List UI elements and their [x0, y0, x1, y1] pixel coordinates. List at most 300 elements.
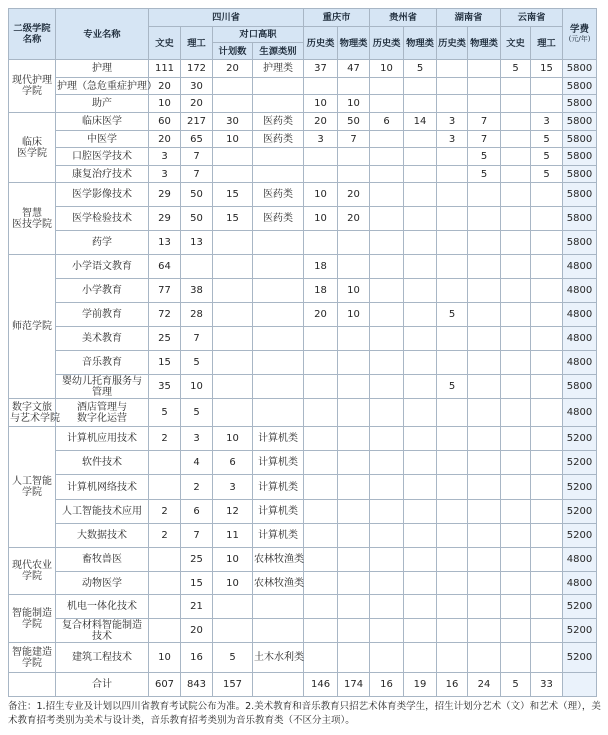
yunnan-ligong-cell: [531, 231, 563, 255]
hunan-history-cell: [437, 207, 468, 231]
tuition-cell: 4800: [563, 255, 597, 279]
major-name-cell: 康复治疗技术: [56, 166, 149, 183]
hunan-history-cell: [437, 60, 468, 78]
chongqing-history-cell: 37: [304, 60, 338, 78]
sichuan-ligong-cell: 16: [181, 643, 213, 673]
guizhou-physics-cell: [404, 427, 437, 451]
guizhou-history-cell: [370, 255, 404, 279]
chongqing-history-cell: 18: [304, 279, 338, 303]
hunan-history-cell: [437, 279, 468, 303]
guizhou-physics-cell: [404, 255, 437, 279]
table-row: [9, 95, 597, 113]
yunnan-ligong-cell: 5: [531, 148, 563, 166]
major-name-cell: 助产: [56, 95, 149, 113]
tuition-cell: 5200: [563, 475, 597, 500]
sichuan-ligong-cell: 217: [181, 113, 213, 131]
sichuan-plan-count-cell: 30: [213, 113, 253, 131]
chongqing-physics-cell: [338, 451, 370, 475]
sichuan-source-category-cell: [253, 303, 304, 327]
sichuan-plan-count-cell: 10: [213, 572, 253, 595]
sichuan-plan-count-cell: [213, 303, 253, 327]
yunnan-wenshi-cell: [501, 231, 531, 255]
major-name-cell: 大数据技术: [56, 524, 149, 548]
guizhou-history-cell: [370, 131, 404, 148]
hunan-physics-cell: [468, 643, 501, 673]
province-header-guizhou: 贵州省: [370, 9, 437, 27]
guizhou-history-cell: [370, 475, 404, 500]
hunan-history-cell: [437, 619, 468, 643]
total-row: [9, 673, 597, 697]
hunan-history-cell: [437, 524, 468, 548]
sichuan-wenshi-cell: 2: [149, 524, 181, 548]
yunnan-wenshi-cell: [501, 207, 531, 231]
guizhou-physics-header: 物理类: [404, 27, 437, 60]
yunnan-wenshi-cell: [501, 572, 531, 595]
sichuan-wenshi-header: 文史: [149, 27, 181, 60]
major-name-cell: 临床医学: [56, 113, 149, 131]
tuition-cell: 5800: [563, 148, 597, 166]
guizhou-history-cell: [370, 375, 404, 399]
sichuan-ligong-header: 理工: [181, 27, 213, 60]
yunnan-ligong-cell: [531, 95, 563, 113]
total-college-cell: [9, 673, 56, 697]
hunan-history-cell: [437, 183, 468, 207]
total-hunan-history-cell: 16: [437, 673, 468, 697]
sichuan-plan-count-cell: [213, 375, 253, 399]
sichuan-wenshi-cell: 2: [149, 427, 181, 451]
major-name-cell: 畜牧兽医: [56, 548, 149, 572]
tuition-cell: 5200: [563, 524, 597, 548]
sichuan-ligong-cell: 10: [181, 375, 213, 399]
chongqing-history-cell: 10: [304, 95, 338, 113]
sichuan-plan-count-cell: [213, 327, 253, 351]
major-name-cell: 药学: [56, 231, 149, 255]
chongqing-history-cell: [304, 351, 338, 375]
table-row: [9, 595, 597, 619]
hunan-physics-cell: [468, 303, 501, 327]
sichuan-ligong-cell: 28: [181, 303, 213, 327]
college-name-cell: 现代农业 学院: [9, 548, 56, 595]
yunnan-wenshi-cell: [501, 131, 531, 148]
college-column-header: 二级学院 名称: [9, 9, 56, 60]
tuition-cell: 5200: [563, 500, 597, 524]
hunan-history-cell: [437, 399, 468, 427]
sichuan-wenshi-cell: 77: [149, 279, 181, 303]
hunan-history-cell: 5: [437, 303, 468, 327]
guizhou-history-cell: [370, 451, 404, 475]
hunan-physics-cell: [468, 572, 501, 595]
sichuan-plan-count-cell: 10: [213, 131, 253, 148]
sichuan-source-category-cell: [253, 375, 304, 399]
tuition-cell: 5200: [563, 451, 597, 475]
guizhou-history-header: 历史类: [370, 27, 404, 60]
tuition-cell: 5800: [563, 166, 597, 183]
sichuan-ligong-cell: 2: [181, 475, 213, 500]
sichuan-source-category-cell: [253, 595, 304, 619]
table-row: [9, 131, 597, 148]
major-name-cell: 软件技术: [56, 451, 149, 475]
college-name-cell: 数字文旅 与艺术学院: [9, 399, 56, 427]
college-name-cell: 人工智能 学院: [9, 427, 56, 548]
sichuan-wenshi-cell: [149, 475, 181, 500]
major-name-cell: 中医学: [56, 131, 149, 148]
college-name-cell: 智能建造 学院: [9, 643, 56, 673]
yunnan-ligong-cell: [531, 207, 563, 231]
guizhou-physics-cell: [404, 303, 437, 327]
hunan-physics-cell: 7: [468, 131, 501, 148]
table-row: [9, 78, 597, 95]
chongqing-history-cell: [304, 595, 338, 619]
total-yunnan-wenshi-cell: 5: [501, 673, 531, 697]
sichuan-plan-count-cell: 6: [213, 451, 253, 475]
sichuan-source-category-header: 生源类别: [253, 43, 304, 60]
table-row: [9, 548, 597, 572]
chongqing-history-cell: [304, 548, 338, 572]
guizhou-physics-cell: [404, 78, 437, 95]
yunnan-wenshi-cell: [501, 113, 531, 131]
sichuan-plan-count-cell: 5: [213, 643, 253, 673]
sichuan-wenshi-cell: 29: [149, 183, 181, 207]
table-row: [9, 255, 597, 279]
sichuan-wenshi-cell: [149, 619, 181, 643]
tuition-cell: 4800: [563, 303, 597, 327]
chongqing-physics-cell: 10: [338, 303, 370, 327]
hunan-physics-header: 物理类: [468, 27, 501, 60]
guizhou-physics-cell: [404, 95, 437, 113]
table-row: [9, 60, 597, 78]
sichuan-ligong-cell: 172: [181, 60, 213, 78]
yunnan-wenshi-cell: [501, 255, 531, 279]
guizhou-physics-cell: [404, 231, 437, 255]
sichuan-wenshi-cell: 3: [149, 148, 181, 166]
tuition-cell: 5800: [563, 95, 597, 113]
major-name-cell: 医学检验技术: [56, 207, 149, 231]
table-row: [9, 572, 597, 595]
major-name-cell: 护理（急危重症护理）: [56, 78, 149, 95]
yunnan-ligong-cell: [531, 475, 563, 500]
college-name-cell: 智慧 医技学院: [9, 183, 56, 255]
sichuan-vocational-header: 对口高职: [213, 27, 304, 43]
tuition-unit: (元/年): [568, 35, 591, 43]
tuition-label: 学费: [570, 24, 590, 35]
yunnan-wenshi-cell: [501, 78, 531, 95]
sichuan-plan-count-cell: [213, 95, 253, 113]
sichuan-plan-count-cell: 12: [213, 500, 253, 524]
table-row: [9, 113, 597, 131]
sichuan-source-category-cell: [253, 351, 304, 375]
tuition-cell: 5800: [563, 207, 597, 231]
sichuan-ligong-cell: 15: [181, 572, 213, 595]
sichuan-ligong-cell: [181, 255, 213, 279]
table-row: [9, 475, 597, 500]
guizhou-physics-cell: 5: [404, 60, 437, 78]
total-chongqing-history-cell: 146: [304, 673, 338, 697]
guizhou-history-cell: [370, 619, 404, 643]
chongqing-physics-cell: [338, 548, 370, 572]
chongqing-history-cell: 18: [304, 255, 338, 279]
tuition-cell: 4800: [563, 572, 597, 595]
hunan-history-cell: 3: [437, 113, 468, 131]
guizhou-physics-cell: [404, 148, 437, 166]
sichuan-ligong-cell: 7: [181, 524, 213, 548]
chongqing-history-cell: [304, 524, 338, 548]
sichuan-plan-count-cell: [213, 351, 253, 375]
major-column-header: 专业名称: [56, 9, 149, 60]
major-name-cell: 美术教育: [56, 327, 149, 351]
chongqing-physics-cell: 47: [338, 60, 370, 78]
sichuan-ligong-cell: 20: [181, 619, 213, 643]
table-row: [9, 427, 597, 451]
sichuan-plan-count-cell: [213, 231, 253, 255]
college-name-cell: 智能制造 学院: [9, 595, 56, 643]
yunnan-wenshi-cell: [501, 548, 531, 572]
tuition-column-header: [563, 9, 597, 60]
sichuan-plan-count-header: 计划数: [213, 43, 253, 60]
yunnan-ligong-cell: [531, 643, 563, 673]
hunan-history-cell: [437, 95, 468, 113]
tuition-cell: 5800: [563, 183, 597, 207]
yunnan-ligong-cell: [531, 500, 563, 524]
sichuan-wenshi-cell: 72: [149, 303, 181, 327]
sichuan-ligong-cell: 38: [181, 279, 213, 303]
total-sichuan-ligong-cell: 843: [181, 673, 213, 697]
sichuan-wenshi-cell: [149, 548, 181, 572]
sichuan-source-category-cell: [253, 166, 304, 183]
sichuan-wenshi-cell: 10: [149, 643, 181, 673]
tuition-cell: 5200: [563, 595, 597, 619]
yunnan-ligong-cell: [531, 427, 563, 451]
province-header-hunan: 湖南省: [437, 9, 501, 27]
tuition-cell: 4800: [563, 548, 597, 572]
sichuan-wenshi-cell: 20: [149, 131, 181, 148]
tuition-cell: 4800: [563, 351, 597, 375]
yunnan-ligong-cell: [531, 327, 563, 351]
hunan-history-cell: [437, 500, 468, 524]
major-name-cell: 医学影像技术: [56, 183, 149, 207]
hunan-physics-cell: [468, 95, 501, 113]
guizhou-history-cell: [370, 148, 404, 166]
yunnan-ligong-cell: [531, 375, 563, 399]
sichuan-source-category-cell: 医药类: [253, 113, 304, 131]
chongqing-physics-cell: [338, 351, 370, 375]
yunnan-wenshi-cell: [501, 183, 531, 207]
total-guizhou-history-cell: 16: [370, 673, 404, 697]
yunnan-ligong-cell: [531, 524, 563, 548]
guizhou-physics-cell: [404, 619, 437, 643]
chongqing-history-cell: [304, 427, 338, 451]
hunan-history-cell: [437, 255, 468, 279]
guizhou-history-cell: [370, 166, 404, 183]
chongqing-history-cell: [304, 399, 338, 427]
major-name-cell: 护理: [56, 60, 149, 78]
chongqing-physics-cell: [338, 399, 370, 427]
guizhou-physics-cell: 14: [404, 113, 437, 131]
sichuan-source-category-cell: 农林牧渔类: [253, 548, 304, 572]
yunnan-ligong-cell: [531, 303, 563, 327]
table-row: [9, 231, 597, 255]
guizhou-history-cell: [370, 643, 404, 673]
total-label: 合计: [56, 673, 149, 697]
yunnan-wenshi-cell: 5: [501, 60, 531, 78]
sichuan-source-category-cell: 计算机类: [253, 500, 304, 524]
tuition-cell: 5800: [563, 113, 597, 131]
sichuan-plan-count-cell: [213, 595, 253, 619]
footnote: 备注：1.招生专业及计划以四川省教育考试院公布为准。2.美术教育和音乐教育只招艺术体育类学生，招生计划分艺术（文）和艺术（理），美术教育招考类别为美术与设计类，音乐教育招考类别为音乐教育类（不区分主项）。: [8, 701, 601, 726]
hunan-history-cell: [437, 351, 468, 375]
chongqing-history-cell: [304, 231, 338, 255]
hunan-history-cell: 3: [437, 131, 468, 148]
sichuan-ligong-cell: 7: [181, 327, 213, 351]
chongqing-physics-cell: [338, 166, 370, 183]
chongqing-history-cell: 10: [304, 207, 338, 231]
sichuan-source-category-cell: 护理类: [253, 60, 304, 78]
sichuan-ligong-cell: 7: [181, 166, 213, 183]
chongqing-physics-cell: [338, 619, 370, 643]
yunnan-wenshi-cell: [501, 643, 531, 673]
table-row: [9, 524, 597, 548]
tuition-cell: 5800: [563, 375, 597, 399]
sichuan-ligong-cell: 7: [181, 148, 213, 166]
guizhou-history-cell: 6: [370, 113, 404, 131]
sichuan-source-category-cell: [253, 327, 304, 351]
major-name-cell: 口腔医学技术: [56, 148, 149, 166]
chongqing-history-cell: [304, 148, 338, 166]
yunnan-wenshi-cell: [501, 375, 531, 399]
guizhou-history-cell: [370, 500, 404, 524]
chongqing-history-cell: 20: [304, 113, 338, 131]
yunnan-ligong-cell: [531, 572, 563, 595]
sichuan-plan-count-cell: [213, 399, 253, 427]
chongqing-physics-cell: 7: [338, 131, 370, 148]
hunan-physics-cell: [468, 351, 501, 375]
guizhou-physics-cell: [404, 572, 437, 595]
hunan-physics-cell: [468, 78, 501, 95]
chongqing-history-cell: 3: [304, 131, 338, 148]
major-name-cell: 小学教育: [56, 279, 149, 303]
guizhou-physics-cell: [404, 166, 437, 183]
guizhou-history-cell: [370, 303, 404, 327]
sichuan-wenshi-cell: 111: [149, 60, 181, 78]
tuition-cell: 5800: [563, 131, 597, 148]
major-name-cell: 建筑工程技术: [56, 643, 149, 673]
guizhou-physics-cell: [404, 548, 437, 572]
sichuan-ligong-cell: 5: [181, 399, 213, 427]
chongqing-physics-cell: [338, 524, 370, 548]
hunan-history-cell: [437, 572, 468, 595]
yunnan-ligong-cell: [531, 595, 563, 619]
college-name-cell: 临床 医学院: [9, 113, 56, 183]
yunnan-ligong-cell: 3: [531, 113, 563, 131]
tuition-cell: 4800: [563, 399, 597, 427]
sichuan-plan-count-cell: 10: [213, 427, 253, 451]
chongqing-physics-cell: [338, 595, 370, 619]
sichuan-plan-count-cell: [213, 279, 253, 303]
chongqing-history-cell: [304, 166, 338, 183]
hunan-history-cell: 5: [437, 375, 468, 399]
table-row: [9, 279, 597, 303]
guizhou-history-cell: [370, 351, 404, 375]
sichuan-source-category-cell: 农林牧渔类: [253, 572, 304, 595]
hunan-physics-cell: [468, 375, 501, 399]
yunnan-ligong-cell: [531, 351, 563, 375]
sichuan-ligong-cell: 4: [181, 451, 213, 475]
chongqing-physics-cell: [338, 572, 370, 595]
major-name-cell: 机电一体化技术: [56, 595, 149, 619]
table-row: [9, 148, 597, 166]
yunnan-ligong-cell: 5: [531, 166, 563, 183]
total-sichuan-wenshi-cell: 607: [149, 673, 181, 697]
hunan-physics-cell: [468, 255, 501, 279]
yunnan-wenshi-cell: [501, 475, 531, 500]
total-sichuan-source-category-cell: [253, 673, 304, 697]
guizhou-history-cell: [370, 595, 404, 619]
guizhou-history-cell: [370, 78, 404, 95]
guizhou-history-cell: [370, 183, 404, 207]
chongqing-physics-cell: [338, 327, 370, 351]
major-name-cell: 音乐教育: [56, 351, 149, 375]
yunnan-ligong-cell: [531, 255, 563, 279]
guizhou-physics-cell: [404, 183, 437, 207]
yunnan-wenshi-cell: [501, 524, 531, 548]
sichuan-plan-count-cell: 15: [213, 207, 253, 231]
hunan-physics-cell: [468, 451, 501, 475]
table-row: [9, 619, 597, 643]
tuition-cell: 5800: [563, 60, 597, 78]
table-row: [9, 375, 597, 399]
guizhou-physics-cell: [404, 279, 437, 303]
chongqing-history-cell: [304, 572, 338, 595]
chongqing-history-cell: 20: [304, 303, 338, 327]
table-row: [9, 327, 597, 351]
sichuan-source-category-cell: [253, 399, 304, 427]
yunnan-wenshi-cell: [501, 327, 531, 351]
sichuan-wenshi-cell: 35: [149, 375, 181, 399]
sichuan-source-category-cell: [253, 148, 304, 166]
guizhou-history-cell: 10: [370, 60, 404, 78]
yunnan-wenshi-cell: [501, 451, 531, 475]
sichuan-ligong-cell: 6: [181, 500, 213, 524]
sichuan-source-category-cell: [253, 619, 304, 643]
hunan-physics-cell: [468, 327, 501, 351]
sichuan-wenshi-cell: 2: [149, 500, 181, 524]
yunnan-wenshi-cell: [501, 399, 531, 427]
table-row: [9, 643, 597, 673]
tuition-cell: 5200: [563, 643, 597, 673]
total-hunan-physics-cell: 24: [468, 673, 501, 697]
yunnan-ligong-cell: [531, 399, 563, 427]
hunan-physics-cell: [468, 619, 501, 643]
chongqing-physics-cell: [338, 255, 370, 279]
province-header-yunnan: 云南省: [501, 9, 563, 27]
hunan-physics-cell: 5: [468, 148, 501, 166]
sichuan-wenshi-cell: 60: [149, 113, 181, 131]
chongqing-physics-cell: [338, 475, 370, 500]
sichuan-plan-count-cell: [213, 78, 253, 95]
guizhou-history-cell: [370, 95, 404, 113]
sichuan-plan-count-cell: 11: [213, 524, 253, 548]
yunnan-ligong-header: 理工: [531, 27, 563, 60]
chongqing-physics-header: 物理类: [338, 27, 370, 60]
major-name-cell: 酒店管理与 数字化运营: [56, 399, 149, 427]
sichuan-wenshi-cell: [149, 572, 181, 595]
sichuan-source-category-cell: 土木水利类: [253, 643, 304, 673]
major-name-cell: 学前教育: [56, 303, 149, 327]
hunan-history-cell: [437, 148, 468, 166]
yunnan-wenshi-cell: [501, 148, 531, 166]
hunan-physics-cell: [468, 279, 501, 303]
sichuan-source-category-cell: [253, 279, 304, 303]
chongqing-history-cell: [304, 375, 338, 399]
